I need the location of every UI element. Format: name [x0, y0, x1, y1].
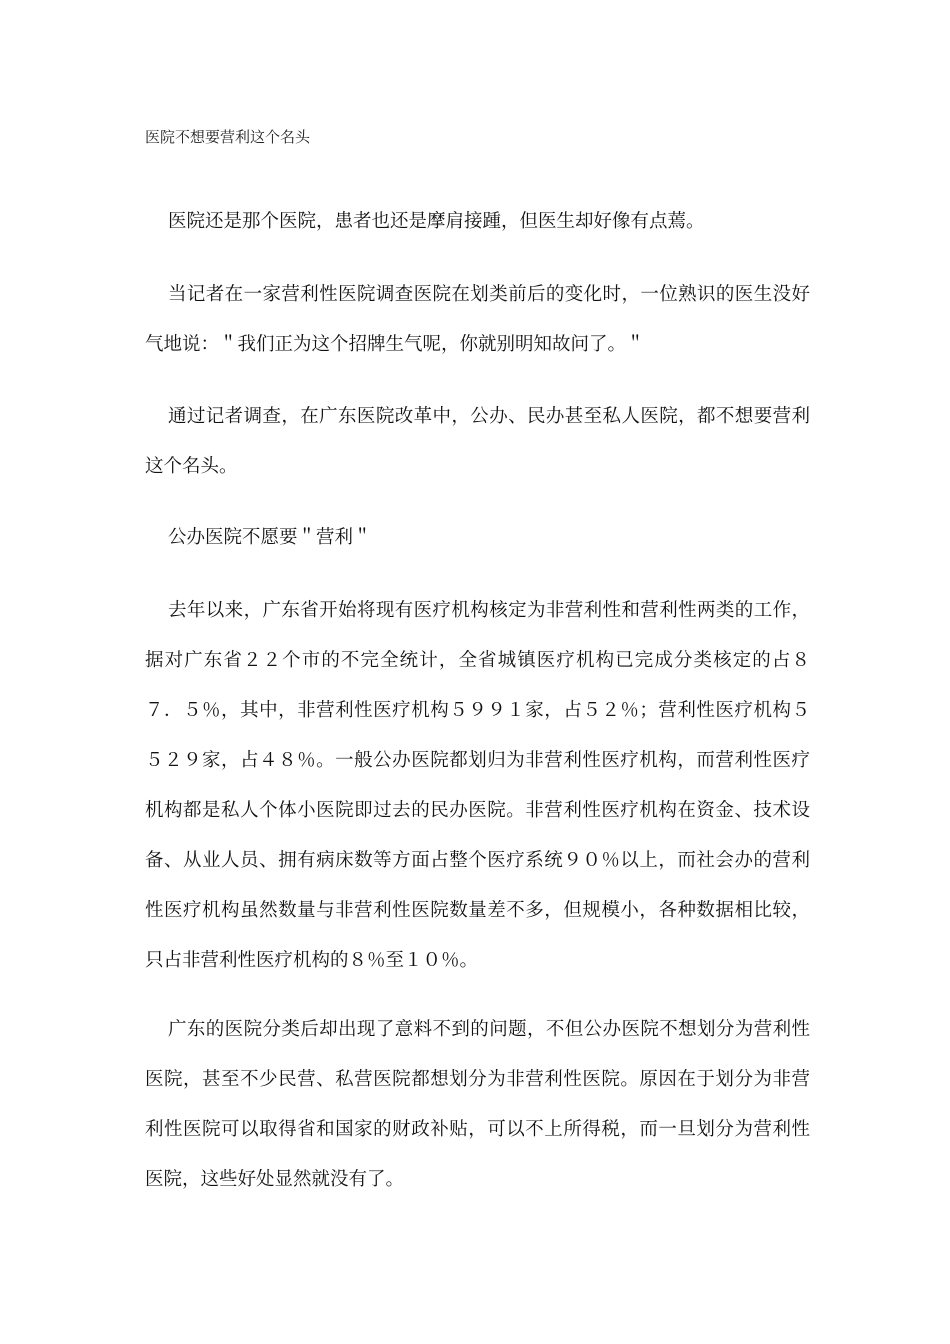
paragraph-5: 广东的医院分类后却出现了意料不到的问题，不但公办医院不想划分为营利性医院，甚至不少民营、私营医院都想划分为非营利性医院。原因在于划分为非营利性医院可以取得省和国家的财政补贴，可以不上所得税，而一旦划分为营利性医院，这些好处显然就没有了。: [145, 1019, 810, 1190]
paragraph-4: 去年以来，广东省开始将现有医疗机构核定为非营利性和营利性两类的工作，据对广东省２２个市的不完全统计，全省城镇医疗机构已完成分类核定的占８７．５％，其中，非营利性医疗机构５９９１家，占５２％；营利性医疗机构５５２９家，占４８％。一般公办医院都划归为非营利性医疗机构，而营利性医疗机构都是私人个体小医院即过去的民办医院。非营利性医疗机构在资金、技术设备、从业人员、拥有病床数等方面占整个医疗系统９０％以上，而社会办的营利性医疗机构虽然数量与非营利性医院数量差不多，但规模小，各种数据相比较，只占非营利性医疗机构的８％至１０％。: [145, 600, 810, 971]
paragraph-1: 医院还是那个医院，患者也还是摩肩接踵，但医生却好像有点蔫。: [168, 211, 705, 232]
paragraph-3: 通过记者调查，在广东医院改革中，公办、民办甚至私人医院，都不想要营利这个名头。: [145, 406, 810, 477]
paragraph-2: 当记者在一家营利性医院调查医院在划类前后的变化时，一位熟识的医生没好气地说：＂我们正为这个招牌生气呢，你就别明知故问了。＂: [145, 284, 810, 355]
section-heading: 公办医院不愿要＂营利＂: [168, 527, 372, 548]
document-title: 医院不想要营利这个名头: [145, 128, 311, 146]
